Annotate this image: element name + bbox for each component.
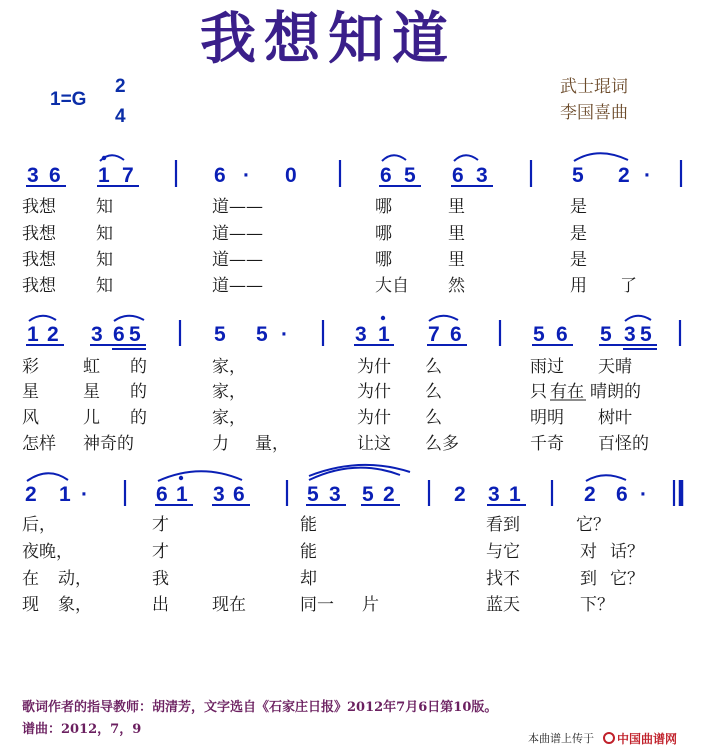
- note: 6: [380, 164, 392, 187]
- lyric: 夜晚，: [22, 542, 73, 562]
- note: 6: [156, 483, 168, 506]
- note: 6: [49, 164, 61, 187]
- lyric: 让这: [357, 434, 391, 454]
- site-logo-icon: [604, 733, 614, 743]
- note: 6: [616, 483, 628, 506]
- lyric-line: [22, 542, 644, 562]
- augmentation-dot: ·: [281, 323, 288, 346]
- lyric: 天晴: [598, 357, 632, 377]
- lyric: 在: [22, 569, 39, 589]
- note: 2: [25, 483, 37, 506]
- lyric: 为什: [357, 357, 391, 377]
- lyric: 风: [22, 408, 39, 428]
- lyric: 我想: [22, 276, 56, 296]
- note: 2: [618, 164, 630, 187]
- lyric-line: [22, 224, 587, 244]
- note: 5: [533, 323, 545, 346]
- lyric: 到: [580, 569, 597, 589]
- slur: [454, 155, 478, 161]
- lyric: 为什: [357, 408, 391, 428]
- compose-date: 谱曲：2012，7，9: [22, 722, 142, 737]
- lyric: 是: [570, 224, 587, 244]
- note: 1: [59, 483, 71, 506]
- lyric: 的: [130, 357, 147, 377]
- note: 5: [307, 483, 319, 506]
- lyric: 雨过: [530, 357, 564, 377]
- note: 1: [27, 323, 39, 346]
- lyric: 我想: [22, 250, 56, 270]
- lyric: 却: [300, 569, 317, 589]
- lyric: 大自: [375, 276, 409, 296]
- slur: [27, 473, 68, 481]
- note: 5: [256, 323, 268, 346]
- lyric: 蓝天: [486, 595, 520, 615]
- slur: [382, 155, 406, 161]
- lyric: 知: [96, 250, 113, 270]
- note: 2: [454, 483, 466, 506]
- lyric: 片: [362, 595, 379, 615]
- augmentation-dot: ·: [81, 483, 88, 506]
- lyric-line: [22, 276, 637, 296]
- lyric: 是: [570, 250, 587, 270]
- lyric: 能: [300, 515, 317, 535]
- lyric-line: [22, 515, 610, 535]
- lyric: 怎样: [22, 434, 56, 454]
- lyric: 神奇的: [83, 434, 134, 454]
- system-1: [22, 153, 681, 296]
- note: 5: [214, 323, 226, 346]
- note: 7: [122, 164, 134, 187]
- augmentation-dot: ·: [644, 164, 651, 187]
- song-title: 我想知道: [200, 6, 456, 72]
- slur: [625, 316, 651, 321]
- lyric: 现: [22, 595, 39, 615]
- key-signature: 1=G: [50, 89, 87, 110]
- octave-dot: [179, 476, 183, 480]
- note: 6: [556, 323, 568, 346]
- lyric: 道——: [212, 276, 263, 296]
- slur: [586, 475, 626, 481]
- lyric-line: [22, 434, 649, 454]
- lyric: 里: [448, 197, 465, 217]
- note: 3: [213, 483, 225, 506]
- lyric: 我想: [22, 197, 56, 217]
- lyric: 象，: [58, 595, 92, 615]
- lyric: 看到: [486, 515, 520, 535]
- lyric: 千奇: [530, 434, 564, 454]
- note: 0: [285, 164, 297, 187]
- note: 7: [428, 323, 440, 346]
- lyric: 量，: [255, 434, 289, 454]
- lyric: 的: [130, 408, 147, 428]
- note: 6: [113, 323, 125, 346]
- slur: [158, 471, 242, 481]
- note: 3: [355, 323, 367, 346]
- note: 2: [383, 483, 395, 506]
- lyric-line: [22, 382, 641, 402]
- note: 5: [572, 164, 584, 187]
- note: 3: [91, 323, 103, 346]
- lyric: 了: [620, 276, 637, 296]
- lyric: 么: [425, 408, 442, 428]
- note: 3: [624, 323, 636, 346]
- slur: [309, 468, 400, 480]
- lyric: 它？: [610, 569, 644, 589]
- lyric: 哪: [375, 197, 392, 217]
- lyric-line: [22, 250, 587, 270]
- note: 3: [329, 483, 341, 506]
- upload-label: 本曲谱上传于: [528, 733, 594, 745]
- lyric: 与它: [486, 542, 520, 562]
- lyric: 晴朗的: [590, 382, 641, 402]
- note: 2: [584, 483, 596, 506]
- note: 3: [488, 483, 500, 506]
- note: 2: [47, 323, 59, 346]
- lyric: 用: [570, 276, 587, 296]
- lyric: 百怪的: [598, 434, 649, 454]
- lyric: 能: [300, 542, 317, 562]
- lyric: 同一: [300, 595, 334, 615]
- time-signature-top: 2: [115, 76, 126, 97]
- lyric: 现在: [212, 595, 246, 615]
- source-note: 歌词作者的指导教师：胡清芳，文字选自《石家庄日报》2012年7月6日第10版。: [22, 700, 498, 715]
- note: 1: [378, 323, 390, 346]
- note: 5: [600, 323, 612, 346]
- lyric-line: [22, 197, 587, 217]
- lyric: 的: [130, 382, 147, 402]
- lyric: 然: [448, 276, 465, 296]
- lyricist-credit: 武士琨词: [560, 77, 628, 97]
- lyric-line: [22, 569, 644, 589]
- note: 1: [509, 483, 521, 506]
- lyric: 我: [152, 569, 169, 589]
- lyric: 有在: [550, 382, 584, 402]
- note: 3: [476, 164, 488, 187]
- lyric: 么: [425, 382, 442, 402]
- lyric-line: [22, 408, 632, 428]
- lyric-line: [22, 594, 614, 615]
- note: 5: [404, 164, 416, 187]
- system-3: [22, 465, 681, 615]
- lyric: 知: [96, 224, 113, 244]
- lyric: 它？: [576, 515, 610, 535]
- lyric: 为什: [357, 382, 391, 402]
- lyric: 话？: [610, 542, 644, 562]
- lyric: 家，: [212, 382, 246, 402]
- lyric: 星: [83, 382, 100, 402]
- lyric: 知: [96, 276, 113, 296]
- lyric-line: [22, 357, 632, 377]
- lyric: 对: [580, 542, 597, 562]
- lyric: 里: [448, 250, 465, 270]
- time-signature-bottom: 4: [115, 106, 126, 127]
- note: 6: [233, 483, 245, 506]
- lyric: 家，: [212, 357, 246, 377]
- lyric: 里: [448, 224, 465, 244]
- lyric: 后，: [22, 515, 56, 535]
- lyric: 我想: [22, 224, 56, 244]
- note: 6: [450, 323, 462, 346]
- slur: [114, 316, 144, 321]
- octave-dot: [381, 316, 385, 320]
- lyric: 明明: [530, 408, 564, 428]
- lyric: 树叶: [598, 408, 632, 428]
- note: 1: [176, 483, 188, 506]
- lyric: 哪: [375, 224, 392, 244]
- lyric: 彩: [22, 357, 39, 377]
- lyric: 力: [212, 434, 229, 454]
- lyric: 星: [22, 382, 39, 402]
- lyric: 才: [152, 515, 169, 535]
- lyric: 才: [152, 542, 169, 562]
- lyric: 下？: [580, 595, 614, 615]
- lyric: 是: [570, 197, 587, 217]
- note: 3: [27, 164, 39, 187]
- system-2: [22, 316, 680, 454]
- site-logo-text: 中国曲谱网: [617, 732, 678, 746]
- lyric: 道——: [212, 197, 263, 217]
- lyric: 只: [530, 382, 547, 402]
- note: 5: [640, 323, 652, 346]
- note: 1: [98, 164, 110, 187]
- lyric: 儿: [83, 408, 100, 428]
- note: 5: [362, 483, 374, 506]
- lyric: 么: [425, 357, 442, 377]
- lyric: 知: [96, 197, 113, 217]
- slur: [574, 153, 628, 161]
- lyric: 动，: [58, 569, 92, 589]
- augmentation-dot: ·: [640, 483, 647, 506]
- lyric: 道——: [212, 224, 263, 244]
- note: 6: [452, 164, 464, 187]
- lyric: 虹: [83, 357, 100, 377]
- lyric: 家，: [212, 408, 246, 428]
- note: 6: [214, 164, 226, 187]
- composer-credit: 李国喜曲: [560, 103, 628, 123]
- lyric: 出: [152, 595, 169, 615]
- note: 5: [129, 323, 141, 346]
- lyric: 么多: [425, 434, 459, 454]
- lyric: 哪: [375, 250, 392, 270]
- slur: [429, 316, 458, 321]
- lyric: 道——: [212, 250, 263, 270]
- augmentation-dot: ·: [243, 164, 250, 187]
- lyric: 找不: [486, 569, 520, 589]
- slur: [29, 316, 56, 321]
